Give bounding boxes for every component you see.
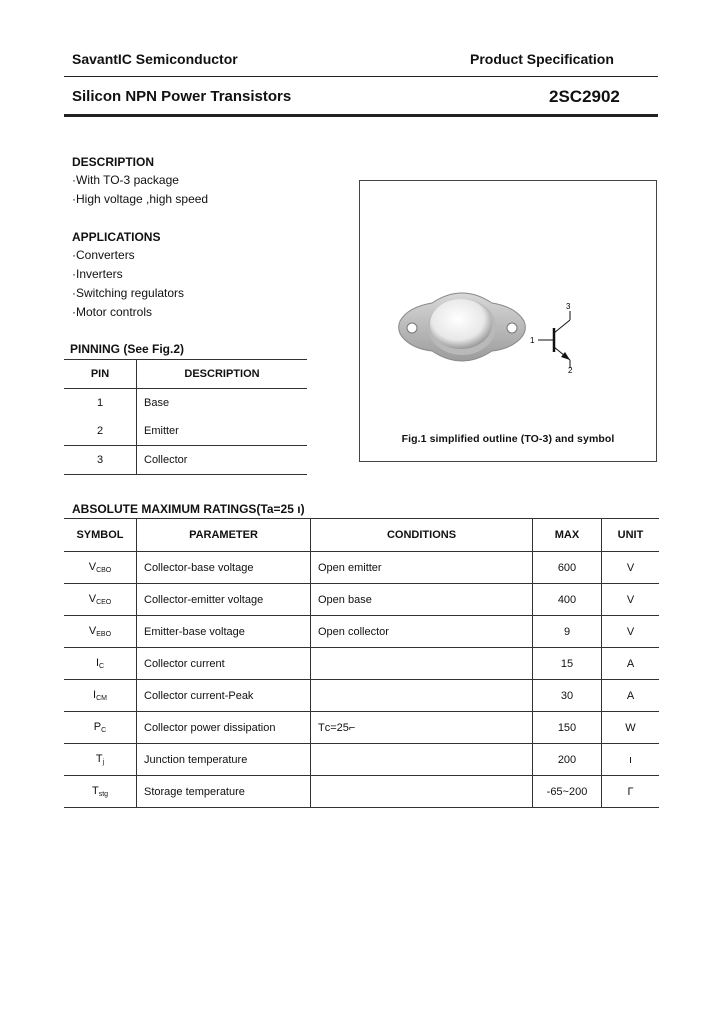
rating-conditions — [311, 680, 533, 712]
application-item: ·Switching regulators — [72, 286, 185, 300]
pin-description: Collector — [144, 454, 188, 466]
symbol-subscript: j — [102, 759, 105, 766]
rating-unit: ı — [628, 753, 633, 766]
table-row — [64, 776, 659, 808]
unit-header: UNIT — [617, 529, 644, 541]
application-item: ·Converters — [72, 248, 135, 262]
table-row — [64, 552, 659, 584]
symbol-subscript: CBO — [96, 567, 112, 574]
symbol-letter: V — [88, 625, 97, 637]
applications-title: APPLICATIONS — [72, 230, 161, 244]
rating-symbol — [64, 648, 137, 680]
applications-list — [72, 246, 184, 322]
rating-parameter: Junction temperature — [137, 744, 311, 776]
rating-symbol — [64, 680, 137, 712]
symbol-letter: I — [95, 657, 99, 669]
rating-unit: V — [626, 593, 635, 606]
ratings-header-row — [64, 519, 659, 552]
rating-symbol — [64, 712, 137, 744]
npn-transistor-symbol-icon — [360, 181, 656, 461]
rating-max: 15 — [533, 648, 602, 680]
rating-conditions — [311, 648, 533, 680]
rating-symbol — [64, 584, 137, 616]
symbol-subscript: EBO — [96, 631, 112, 638]
rating-unit: A — [626, 689, 635, 702]
rating-unit: W — [625, 721, 636, 734]
symbol-letter: T — [91, 785, 99, 797]
rating-parameter: Storage temperature — [137, 776, 311, 808]
pin-description-header: DESCRIPTION — [184, 368, 260, 380]
pinning-header-row — [64, 360, 307, 389]
pin-description: Base — [144, 397, 170, 409]
rating-parameter: Collector current — [137, 648, 311, 680]
symbol-header: SYMBOL — [64, 519, 137, 552]
pin-number: 2 — [64, 417, 137, 446]
description-item: ·High voltage ,high speed — [72, 192, 209, 206]
symbol-letter: P — [93, 721, 102, 733]
rating-conditions: Open base — [311, 584, 533, 616]
application-item: ·Inverters — [72, 267, 123, 281]
rating-symbol — [64, 776, 137, 808]
symbol-letter: V — [88, 593, 97, 605]
symbol-subscript: stg — [98, 791, 109, 798]
rating-max: 600 — [533, 552, 602, 584]
pin-number: 3 — [64, 446, 137, 475]
symbol-subscript: CM — [96, 695, 107, 702]
rating-max: 200 — [533, 744, 602, 776]
symbol-pin-2-label: 2 — [568, 366, 573, 375]
symbol-subscript: CEO — [96, 599, 112, 606]
symbol-letter: I — [93, 689, 97, 701]
rating-parameter: Collector-emitter voltage — [137, 584, 311, 616]
pin-header: PIN — [64, 360, 137, 389]
figure-caption: Fig.1 simplified outline (TO-3) and symbol — [401, 433, 615, 445]
pin-number: 1 — [64, 389, 137, 418]
description-list — [72, 171, 208, 209]
rating-unit: V — [626, 625, 635, 638]
table-row — [64, 616, 659, 648]
header-divider — [64, 76, 658, 77]
rating-parameter: Collector current-Peak — [137, 680, 311, 712]
product-line: Silicon NPN Power Transistors — [72, 88, 292, 105]
rating-max: 150 — [533, 712, 602, 744]
ratings-table — [64, 518, 659, 808]
figure-box — [359, 180, 657, 462]
symbol-subscript: C — [101, 727, 107, 734]
pin-description: Emitter — [144, 425, 179, 437]
ratings-title: ABSOLUTE MAXIMUM RATINGS(Ta=25 ı) — [72, 502, 305, 516]
company-name: SavantIC Semiconductor — [72, 51, 238, 67]
application-item: ·Motor controls — [72, 305, 153, 319]
symbol-pin-3-label: 3 — [566, 302, 571, 311]
rating-parameter: Collector power dissipation — [137, 712, 311, 744]
rating-symbol — [64, 744, 137, 776]
rating-parameter: Emitter-base voltage — [137, 616, 311, 648]
rating-max: 400 — [533, 584, 602, 616]
parameter-header: PARAMETER — [137, 519, 311, 552]
rating-symbol — [64, 616, 137, 648]
pinning-title: PINNING (See Fig.2) — [70, 342, 185, 356]
table-row — [64, 744, 659, 776]
rating-unit: Γ — [627, 785, 634, 798]
symbol-letter: T — [95, 753, 103, 765]
rating-max: 30 — [533, 680, 602, 712]
symbol-letter: V — [88, 561, 97, 573]
description-title: DESCRIPTION — [72, 155, 155, 169]
max-header: MAX — [533, 519, 602, 552]
document-type: Product Specification — [470, 51, 614, 67]
table-row — [64, 648, 659, 680]
symbol-subscript: C — [99, 663, 105, 670]
rating-max: 9 — [533, 616, 602, 648]
rating-symbol — [64, 552, 137, 584]
rating-conditions: Open emitter — [311, 552, 533, 584]
rating-parameter: Collector-base voltage — [137, 552, 311, 584]
title-divider — [64, 114, 658, 117]
description-item: ·With TO-3 package — [72, 173, 179, 187]
rating-conditions: Open collector — [311, 616, 533, 648]
table-row — [64, 389, 307, 418]
symbol-pin-1-label: 1 — [530, 336, 535, 345]
rating-max: -65~200 — [533, 776, 602, 808]
table-row — [64, 680, 659, 712]
conditions-header: CONDITIONS — [311, 519, 533, 552]
rating-conditions: Tᴄ=25⌐ — [311, 712, 533, 744]
rating-conditions — [311, 744, 533, 776]
part-number: 2SC2902 — [549, 87, 620, 106]
table-row — [64, 584, 659, 616]
pinning-table — [64, 359, 307, 475]
rating-unit: V — [626, 561, 635, 574]
rating-unit: A — [626, 657, 635, 670]
table-row — [64, 712, 659, 744]
rating-conditions — [311, 776, 533, 808]
table-row — [64, 417, 307, 446]
table-row — [64, 446, 307, 475]
